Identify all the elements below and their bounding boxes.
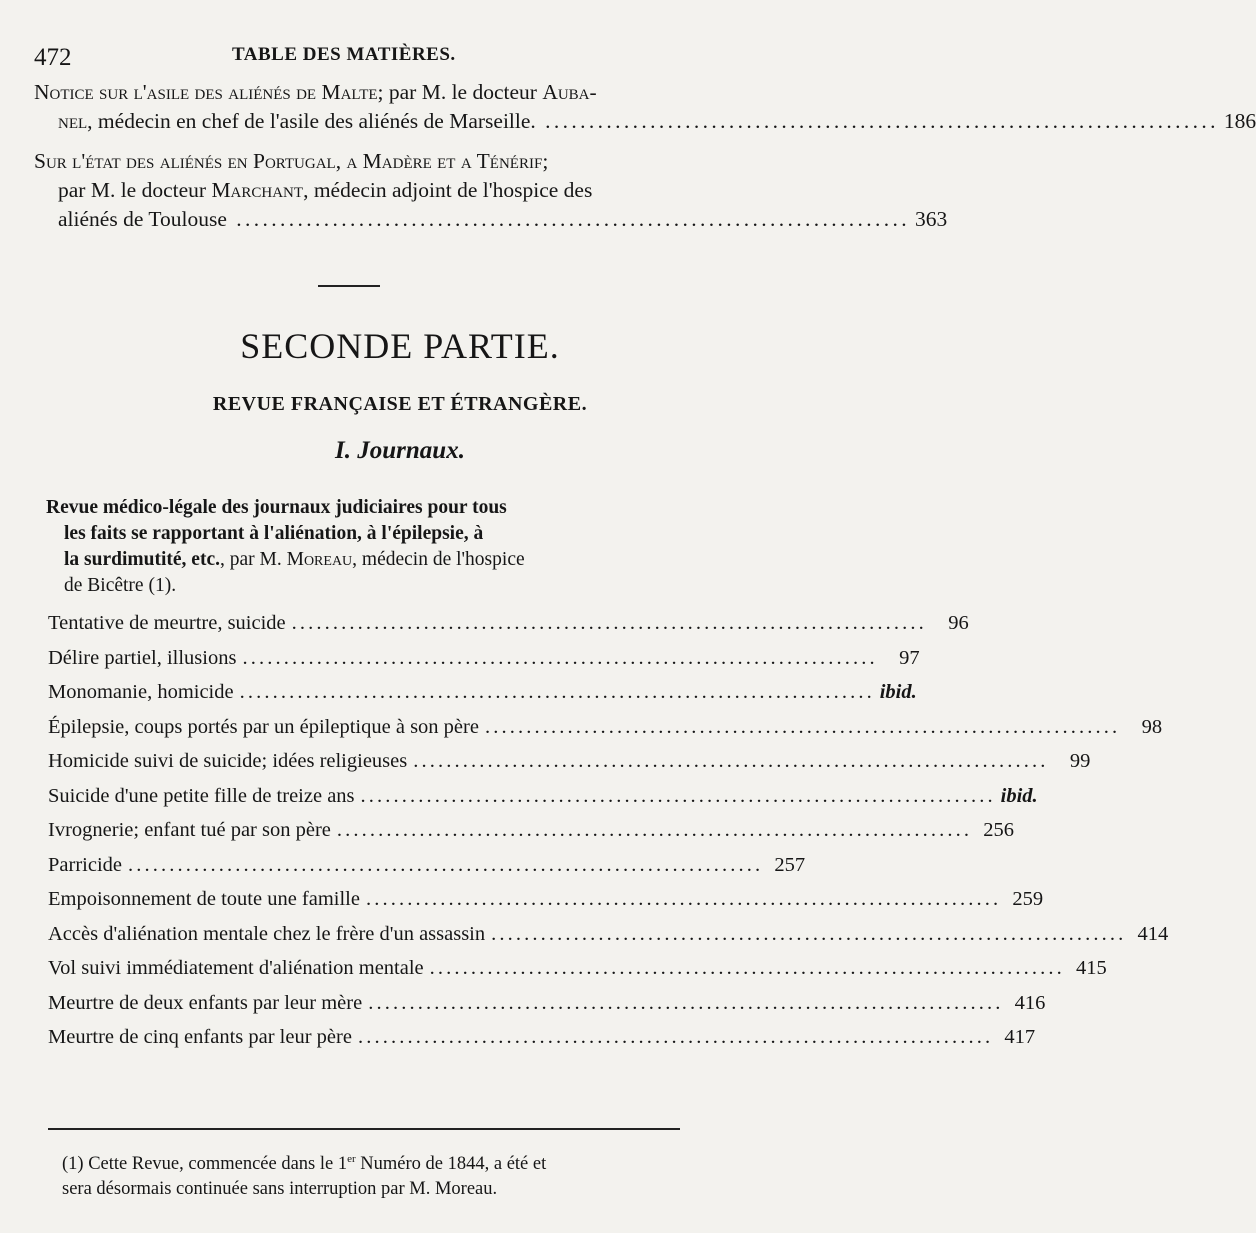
entry-mid: ; par M. le docteur: [377, 80, 543, 104]
toc-item-text: Ivrognerie; enfant tué par son père: [48, 819, 331, 841]
toc-item-page: 416: [1014, 991, 1046, 1014]
entry-by: par M. le docteur: [58, 178, 212, 202]
toc-item-text: Accès d'aliénation mentale chez le frère d'un assassin: [48, 922, 486, 945]
entry-portugal-line3: [34, 205, 948, 234]
revue-line1: Revue médico-légale des journaux judiciaires pour tous: [46, 497, 507, 518]
revue-line3-rest: , par M.: [219, 549, 287, 570]
dot-leader: [430, 957, 1061, 980]
dot-leader: [545, 109, 1214, 133]
toc-item-text: Empoisonnement de toute une famille: [48, 888, 360, 910]
footnote-superscript: er: [347, 1153, 356, 1165]
toc-item-text: Tentative de meurtre, suicide: [48, 612, 286, 634]
toc-item-page: ibid.: [1000, 784, 1038, 807]
toc-item-text: Meurtre de deux enfants par leur mère: [48, 991, 363, 1014]
toc-item: [48, 750, 1091, 785]
entry-rest: , médecin en chef de l'asile des aliénés de Marseille.: [87, 109, 536, 133]
toc-item: [48, 784, 1038, 820]
toc-item-page: 98: [1141, 715, 1163, 738]
revue-line2: les faits se rapportant à l'aliénation, à l'épilepsie, à: [64, 523, 484, 544]
running-title: TABLE DES MATIÈRES.: [232, 44, 456, 65]
entry-page: 186: [1223, 109, 1256, 133]
revue-entry: [46, 495, 670, 599]
toc-item-page: 414: [1137, 922, 1169, 945]
dot-leader: [292, 612, 923, 635]
section-divider: [318, 285, 380, 287]
toc-item-text: Homicide suivi de suicide; idées religieuses: [48, 750, 408, 772]
revue-line3: [46, 547, 670, 573]
dot-leader: [485, 716, 1116, 739]
toc-item: [48, 612, 969, 647]
dot-leader: [361, 785, 992, 808]
toc-list: [48, 612, 1169, 1061]
toc-item-text: Parricide: [48, 853, 122, 876]
entry-portugal-line2: [34, 176, 674, 205]
entry-line3-text: aliénés de Toulouse: [58, 207, 227, 231]
dot-leader: [242, 647, 873, 670]
entry-notice-malte-line2: [34, 107, 1256, 136]
part-title: SECONDE PARTIE.: [240, 326, 560, 366]
toc-item-page: 257: [774, 853, 806, 876]
entry-title: Notice sur l'asile des aliénés de Malte: [34, 80, 378, 104]
toc-item-page: 259: [1012, 888, 1044, 910]
section-title: REVUE FRANÇAISE ET ÉTRANGÈRE.: [212, 393, 588, 415]
toc-item-text: Délire partiel, illusions: [48, 646, 237, 669]
toc-item-text: Monomanie, homicide: [48, 681, 234, 703]
dot-leader: [337, 819, 968, 842]
dot-leader: [366, 888, 997, 911]
subsection-title: I. Journaux.: [335, 437, 465, 464]
toc-item: [48, 1026, 1036, 1061]
toc-item-text: Vol suivi immédiatement d'aliénation mentale: [48, 957, 424, 979]
toc-item-text: Suicide d'une petite fille de treize ans: [48, 784, 355, 807]
footnote-line1-end: Numéro de 1844, a été et: [355, 1154, 547, 1175]
dot-leader: [358, 1026, 989, 1049]
toc-item: [48, 681, 917, 716]
toc-item-page: 96: [948, 612, 969, 634]
footnote-line2: sera désormais continuée sans interruption par M. Moreau.: [62, 1179, 498, 1200]
toc-item: [48, 991, 1046, 1027]
footnote: [62, 1147, 692, 1202]
dot-leader: [128, 854, 759, 877]
footnote-line1-start: (1) Cette Revue, commencée dans le 1: [62, 1154, 348, 1175]
entry-title: Sur l'état des aliénés en Portugal, a Madère et a Ténérif: [34, 149, 543, 173]
toc-item: [48, 646, 920, 682]
toc-item: [48, 957, 1107, 992]
dot-leader: [368, 992, 999, 1015]
toc-item: [48, 922, 1169, 958]
entry-author: Marchant: [211, 178, 304, 202]
revue-line3-bold: la surdimutité, etc.: [64, 549, 220, 570]
entry-notice-malte: [34, 78, 1256, 136]
entry-rest: , médecin adjoint de l'hospice des: [303, 178, 593, 202]
page-number: 472: [34, 44, 72, 71]
dot-leader: [491, 923, 1122, 946]
footnote-divider: [48, 1128, 680, 1130]
revue-line3-end: , médecin de l'hospice: [352, 549, 525, 570]
toc-item: [48, 888, 1044, 923]
entry-page: 363: [915, 207, 948, 231]
toc-item: [48, 853, 806, 889]
revue-author: Moreau: [286, 549, 353, 570]
toc-item-page: ibid.: [879, 681, 917, 703]
toc-item-page: 97: [899, 646, 920, 669]
toc-item-page: 415: [1076, 957, 1107, 979]
entry-portugal-line1: [34, 147, 674, 176]
toc-item-page: 99: [1069, 750, 1091, 772]
toc-item: [48, 819, 1015, 854]
entry-notice-malte-line1: [34, 78, 674, 107]
dot-leader: [413, 750, 1044, 773]
toc-item: [48, 715, 1163, 751]
toc-item-page: 417: [1004, 1026, 1036, 1048]
entry-portugal: [34, 147, 948, 234]
revue-line4: de Bicêtre (1).: [64, 575, 177, 596]
toc-item-text: Meurtre de cinq enfants par leur père: [48, 1026, 352, 1048]
entry-author-end: nel: [58, 109, 88, 133]
entry-author: Auba-: [542, 80, 597, 104]
entry-suffix: ;: [542, 149, 549, 173]
footnote-line1: [62, 1147, 692, 1177]
dot-leader: [236, 207, 905, 231]
toc-item-text: Épilepsie, coups portés par un épileptique à son père: [48, 715, 479, 738]
dot-leader: [240, 681, 871, 704]
toc-item-page: 256: [983, 819, 1015, 841]
